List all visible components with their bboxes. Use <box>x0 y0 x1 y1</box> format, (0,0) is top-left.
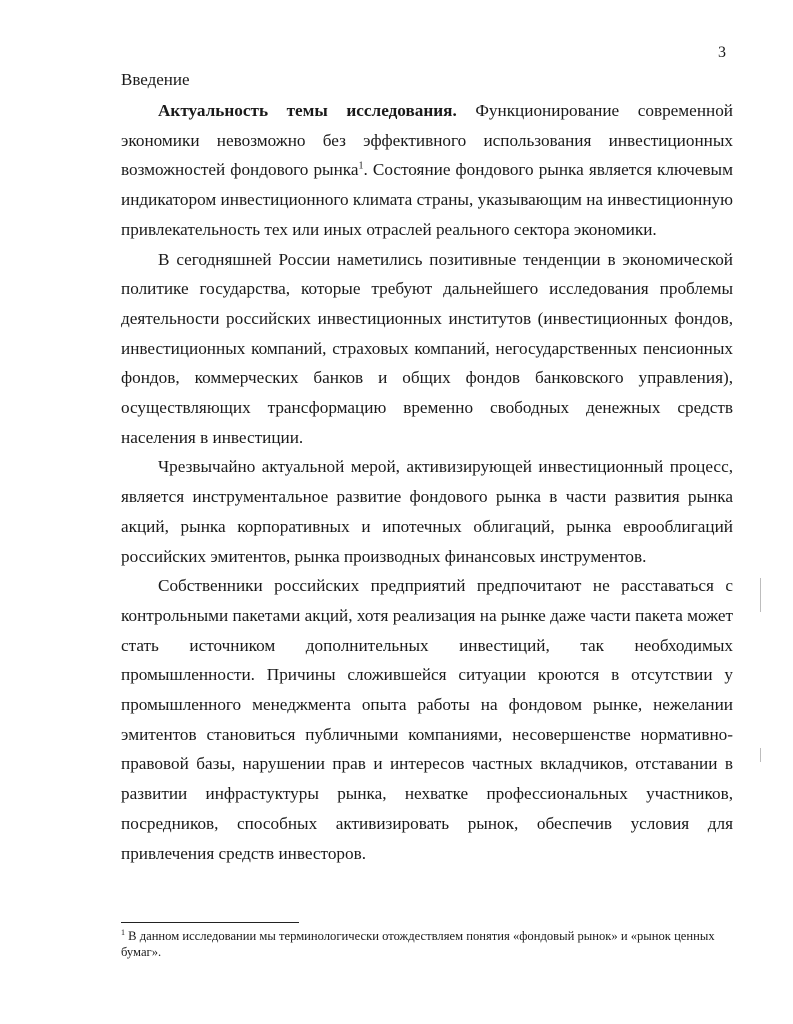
footnote-separator <box>121 922 299 923</box>
page-number: 3 <box>718 44 726 61</box>
paragraph-text: Функционирование современной экономики невозможно без эффективного использования инвестиционных возможностей фондового рынка <box>121 101 734 180</box>
scan-artifact <box>760 578 761 612</box>
paragraph-institutions: В сегодняшней России наметились позитивные тенденции в экономической политике государства, которые требуют дальнейшего исследования проблемы деятельности российских инвестиционных институтов (инвестиционных фондов, инвестиционных компаний, страховых компаний, негосударственных пенсионных фондов, коммерческих банков и общих фондов банковского управления), осуществляющих трансформацию временно свободных денежных средств населения в инвестиции. <box>121 249 733 447</box>
paragraph-owners: Собственники российских предприятий предпочитают не расставаться с контрольными пакетами акций, хотя реализация на рынке даже части пакета может стать источником дополнительных инвестиций, так необходимых промышленности. Причины сложившейся ситуации кроются в отсутствии у промышленного менеджмента опыта работы на фондовом рынке, нежелании эмитентов становиться публичными компаниями, несовершенстве нормативно-правовой базы, нарушении прав и интересов частных вкладчиков, отставании в развитии инфрастуктуры рынка, нехватке профессиональных участников, посредников, способных активизировать рынок, обеспечив условия для привлечения средств инвесторов. <box>121 576 733 863</box>
footnote <box>121 928 733 960</box>
scan-artifact <box>760 748 761 762</box>
footnote-marker: 1 <box>121 927 125 937</box>
paragraph-text: . Состояние фондового рынка является ключевым индикатором инвестиционного климата страны, указывающим на инвестиционную привлекательность тех или иных отраслей реального сектора экономики. <box>121 160 733 239</box>
paragraph-relevance <box>121 96 733 245</box>
footnote-text: В данном исследовании мы терминологически отождествляем понятия «фондовый рынок» и «рынок ценных бумаг». <box>121 929 715 959</box>
footnote-reference: 1 <box>358 160 364 172</box>
section-title: Введение <box>121 70 190 89</box>
main-text <box>121 96 733 868</box>
paragraph-lead: Актуальность темы исследования. <box>158 101 457 120</box>
paragraph-instruments: Чрезвычайно актуальной мерой, активизирующей инвестиционный процесс, является инструментальное развитие фондового рынка в части развития рынка акций, рынка корпоративных и ипотечных облигаций, рынка еврооблигаций российских эмитентов, рынка производных финансовых инструментов. <box>121 457 733 566</box>
